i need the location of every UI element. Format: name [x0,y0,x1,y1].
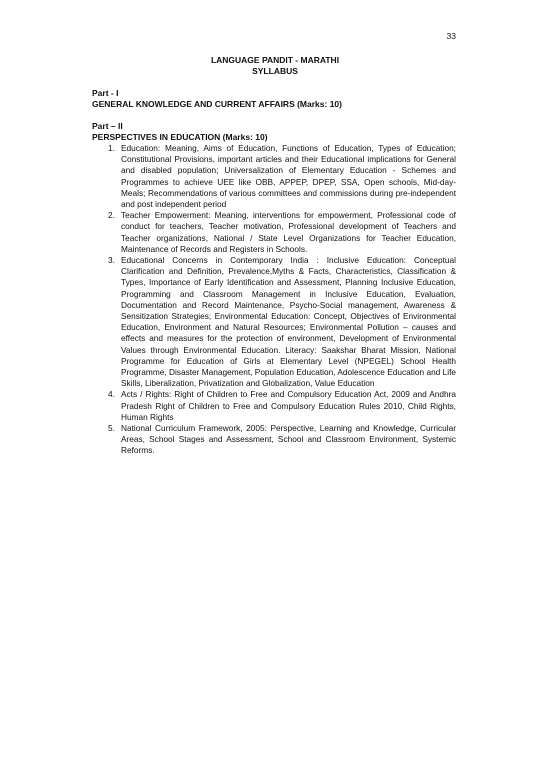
syllabus-list [108,143,456,457]
item-text: Acts / Rights: Right of Children to Free and Compulsory Education Act, 2009 and Andhra Pradesh Right of Children to Free and Compulsory Education Rules 2010, Child Rights, Human Rights [121,389,456,422]
item-text: Educational Concerns in Contemporary India : Inclusive Education: Conceptual Clarification and Definition, Prevalence,Myths & Facts, Characteristics, Classification & Types, Importance of Early Identification and Assessment, Planning Inclusive Education, Programming and Classroom Management in Inclusive Education, Evaluation, Documentation and Record Maintenance, Psycho-Social management, Awareness & Sensitization Strategies; Environmental Education: Concept, Objectives of Environmental Education, Environment and Natural Resources; Environmental Pollution – causes and effects and measures for the protection of environment, Development of Environmental Values through Environmental Education. Literacy: Saakshar Bharat Mission, National Programme for Education of Girls at Elementary Level (NPEGEL) School Health Programme, Disaster Management, Population Education, Adolescence Education and Life Skills, Liberalization, Privatization and Globalization, Value Education [121,255,456,389]
list-item [108,389,456,423]
document-title [0,55,550,77]
list-item [108,255,456,389]
item-number: 4. [108,389,115,400]
list-item [108,143,456,210]
list-item [108,210,456,255]
title-line-1: LANGUAGE PANDIT - MARATHI [210,55,340,65]
item-text: Education: Meaning, Aims of Education, Functions of Education, Types of Education; Constitutional Provisions, important articles and their Educational implications for General and disabled population; Universalization of Elementary Education - Schemes and Programmes to achieve UEE like OBB, APPEP, DPEP, SSA, Open schools, Mid-day-Meals; Recommendations of various committees and commissions during pre-independent and post independent period [121,143,456,210]
item-number: 3. [108,255,115,266]
part-2-title: PERSPECTIVES IN EDUCATION (Marks: 10) [92,132,268,142]
item-text: National Curriculum Framework, 2005: Perspective, Learning and Knowledge, Curricular Areas, School Stages and Assessment, School and Classroom Environment, Systemic Reforms. [121,423,456,456]
item-number: 2. [108,210,115,221]
part-2-label: Part – II [92,121,123,131]
title-line-2: SYLLABUS [252,66,298,76]
part-1-title: GENERAL KNOWLEDGE AND CURRENT AFFAIRS (Marks: 10) [92,99,342,109]
page-number: 33 [446,31,456,41]
item-number: 5. [108,423,115,434]
part-1-label: Part - I [92,88,119,98]
item-number: 1. [108,143,115,153]
item-text: Teacher Empowerment: Meaning, interventions for empowerment, Professional code of conduct for teachers, Teacher motivation, Professional development of Teachers and Teacher organizations, National / State Level Organizations for Teacher Education, Maintenance of Records and Registers in Schools. [121,210,456,254]
list-item [108,423,456,457]
